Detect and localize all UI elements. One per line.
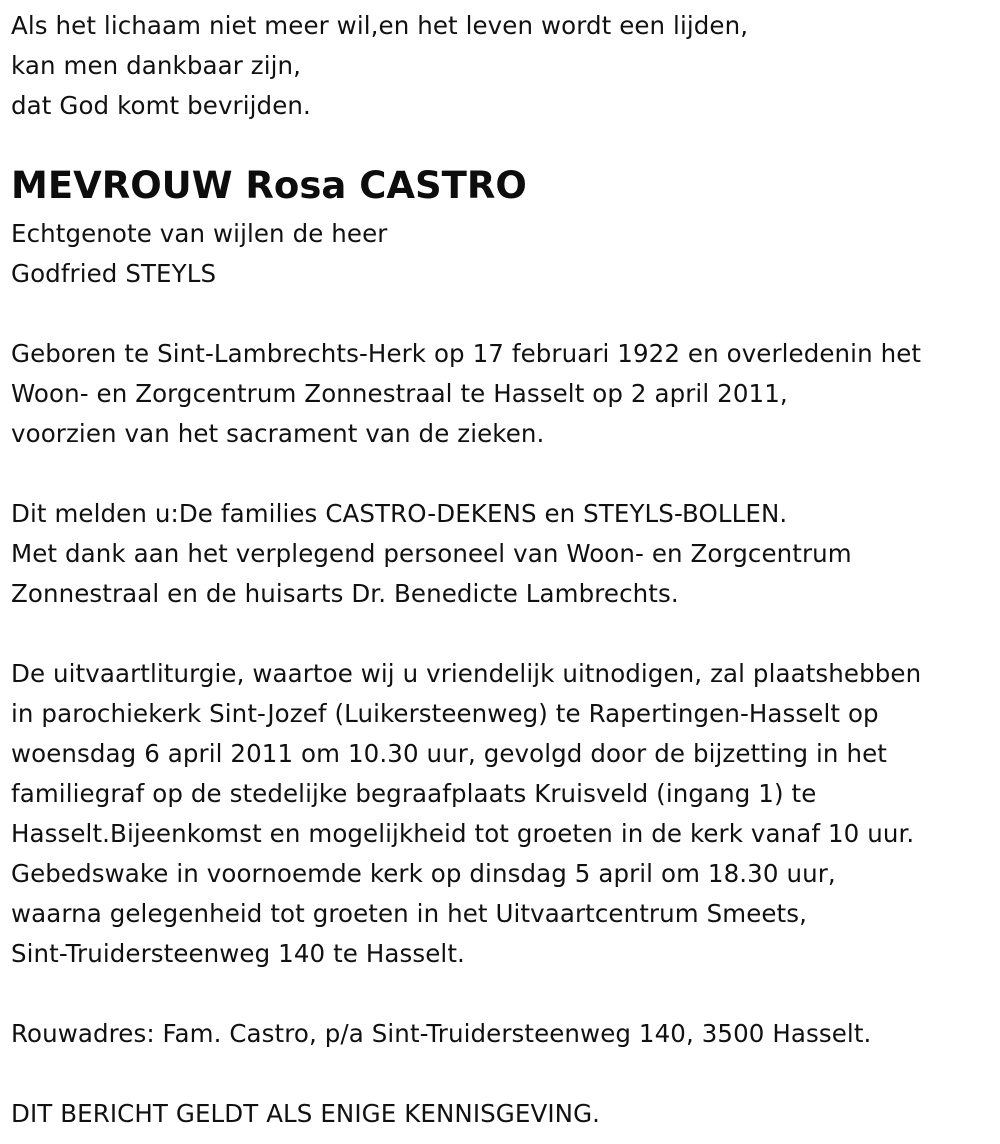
- closing-line: DIT BERICHT GELDT ALS ENIGE KENNISGEVING.: [11, 1099, 601, 1128]
- funeral-line: woensdag 6 april 2011 om 10.30 uur, gevolgd door de bijzetting in het: [11, 739, 887, 768]
- funeral-line: Gebedswake in voornoemde kerk op dinsdag 5 april om 18.30 uur,: [11, 859, 836, 888]
- mourning-address: [11, 1014, 871, 1054]
- families-line: Met dank aan het verplegend personeel van Woon- en Zorgcentrum: [11, 539, 852, 568]
- birth-death-line: Geboren te Sint-Lambrechts-Herk op 17 februari 1922 en overledenin het: [11, 339, 922, 368]
- funeral-line: waarna gelegenheid tot groeten in het Uitvaartcentrum Smeets,: [11, 899, 807, 928]
- families-line: Dit melden u:De families CASTRO-DEKENS en STEYLS-BOLLEN.: [11, 499, 788, 528]
- poem-line: kan men dankbaar zijn,: [11, 51, 302, 80]
- spouse-info: [11, 214, 387, 294]
- families-line: Zonnestraal en de huisarts Dr. Benedicte Lambrechts.: [11, 579, 679, 608]
- families-announcement: [11, 494, 852, 614]
- funeral-line: De uitvaartliturgie, waartoe wij u vriendelijk uitnodigen, zal plaatshebben: [11, 659, 922, 688]
- funeral-line: familiegraf op de stedelijke begraafplaats Kruisveld (ingang 1) te: [11, 779, 817, 808]
- spouse-line: Echtgenote van wijlen de heer: [11, 219, 388, 248]
- poem-line: dat God komt bevrijden.: [11, 91, 311, 120]
- birth-death-info: [11, 334, 921, 454]
- address-line: Rouwadres: Fam. Castro, p/a Sint-Truidersteenweg 140, 3500 Hasselt.: [11, 1019, 872, 1048]
- funeral-line: Hasselt.Bijeenkomst en mogelijkheid tot groeten in de kerk vanaf 10 uur.: [11, 819, 915, 848]
- funeral-line: Sint-Truidersteenweg 140 te Hasselt.: [11, 939, 465, 968]
- deceased-name: MEVROUW Rosa CASTRO: [11, 164, 527, 207]
- opening-poem: [11, 6, 748, 126]
- birth-death-line: Woon- en Zorgcentrum Zonnestraal te Hasselt op 2 april 2011,: [11, 379, 788, 408]
- spouse-line: Godfried STEYLS: [11, 259, 217, 288]
- funeral-details: [11, 654, 921, 974]
- poem-line: Als het lichaam niet meer wil,en het leven wordt een lijden,: [11, 11, 749, 40]
- birth-death-line: voorzien van het sacrament van de zieken.: [11, 419, 545, 448]
- closing-statement: [11, 1094, 600, 1134]
- funeral-line: in parochiekerk Sint-Jozef (Luikersteenweg) te Rapertingen-Hasselt op: [11, 699, 879, 728]
